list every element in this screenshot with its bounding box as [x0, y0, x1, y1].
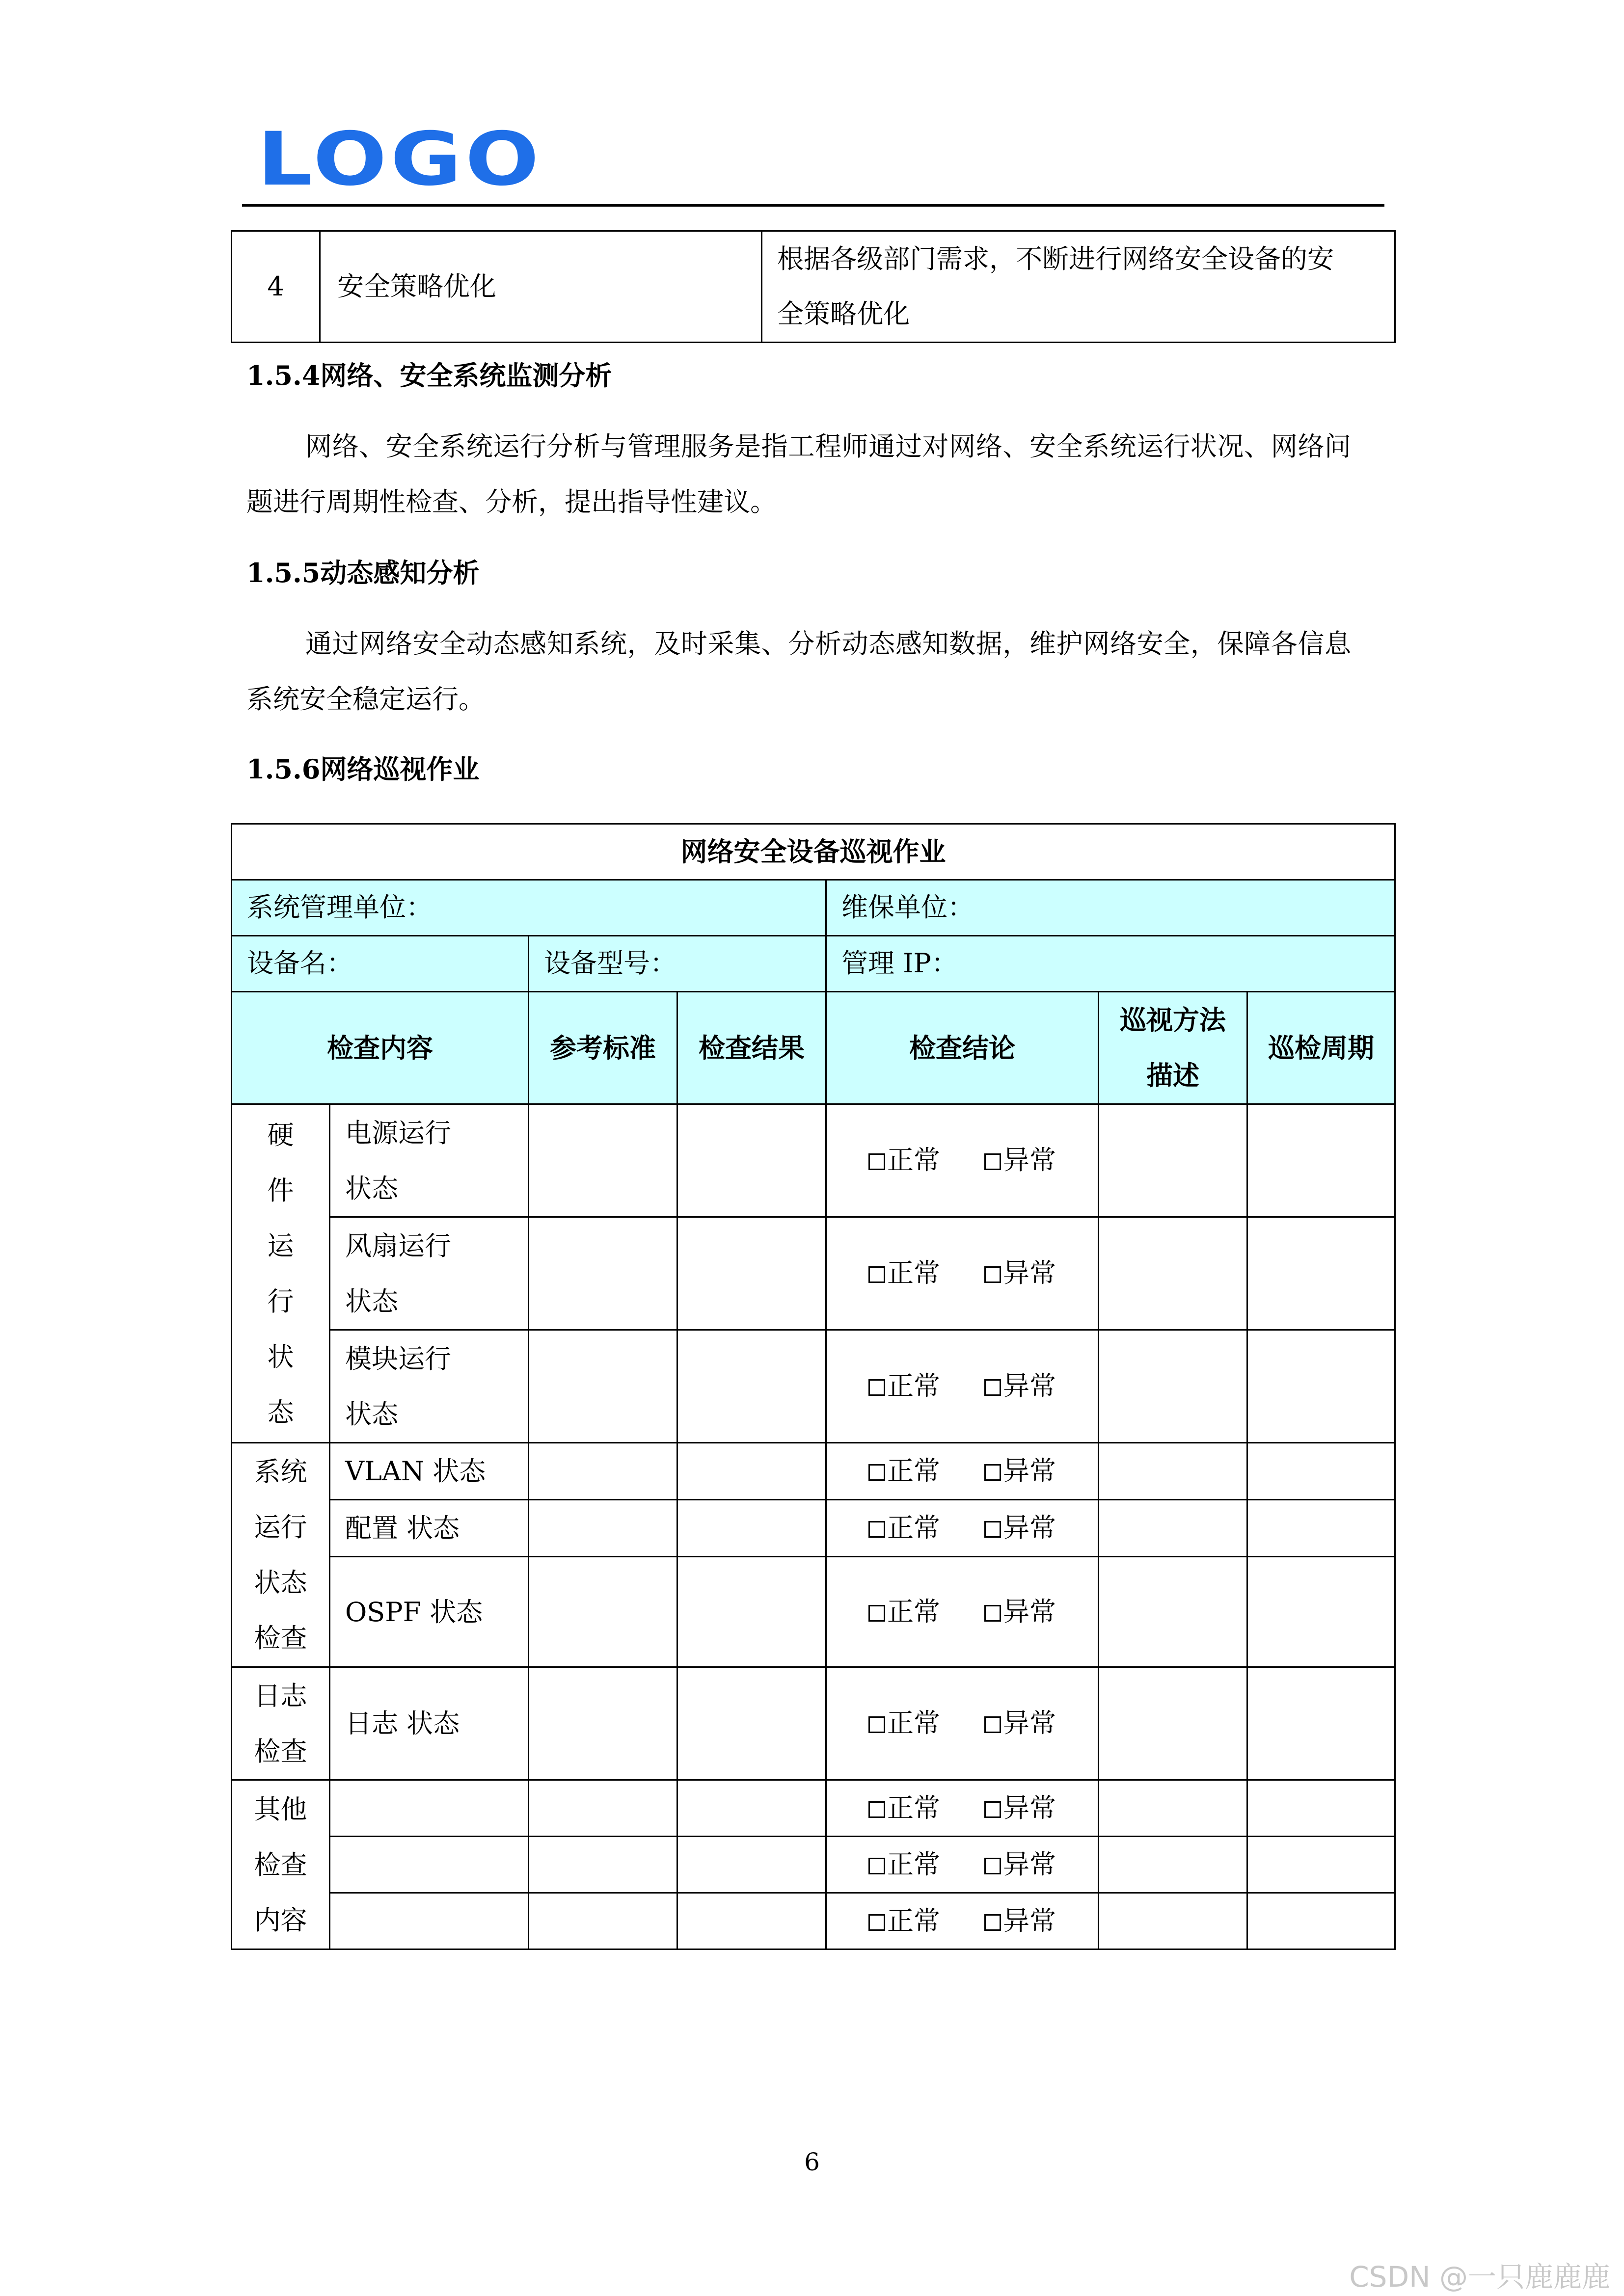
- item-power-status: 电源运行状态: [330, 1104, 529, 1217]
- table-row: [232, 1837, 1395, 1893]
- reference-cell[interactable]: [529, 1557, 677, 1667]
- result-cell[interactable]: [677, 1330, 826, 1443]
- method-cell[interactable]: [1099, 1837, 1247, 1893]
- abnormal-checkbox[interactable]: [984, 1464, 1001, 1481]
- device-name-field[interactable]: 设备名：: [232, 936, 529, 992]
- normal-checkbox[interactable]: [868, 1858, 885, 1874]
- conclusion-options[interactable]: 正常 异常: [826, 1837, 1099, 1893]
- normal-checkbox[interactable]: [868, 1153, 885, 1170]
- abnormal-checkbox[interactable]: [984, 1858, 1001, 1874]
- header-divider: [242, 204, 1384, 207]
- item-module-status: 模块运行状态: [330, 1330, 529, 1443]
- reference-cell[interactable]: [529, 1217, 677, 1330]
- method-cell[interactable]: [1099, 1104, 1247, 1217]
- conclusion-options[interactable]: 正常 异常: [826, 1893, 1099, 1949]
- table-row: [232, 1217, 1395, 1330]
- result-cell[interactable]: [677, 1500, 826, 1557]
- group-log: 日志检查: [232, 1667, 330, 1780]
- abnormal-checkbox[interactable]: [984, 1801, 1001, 1818]
- conclusion-options[interactable]: 正常 异常: [826, 1330, 1099, 1443]
- method-cell[interactable]: [1099, 1500, 1247, 1557]
- period-cell[interactable]: [1247, 1104, 1395, 1217]
- item-cell[interactable]: [330, 1780, 529, 1837]
- conclusion-options[interactable]: 正常 异常: [826, 1500, 1099, 1557]
- result-cell[interactable]: [677, 1667, 826, 1780]
- table-row: [232, 1443, 1395, 1500]
- conclusion-options[interactable]: 正常 异常: [826, 1667, 1099, 1780]
- method-cell[interactable]: [1099, 1443, 1247, 1500]
- normal-checkbox[interactable]: [868, 1379, 885, 1396]
- header-method-description: 巡视方法 描述: [1099, 992, 1247, 1104]
- table-row: [232, 1500, 1395, 1557]
- period-cell[interactable]: [1247, 1443, 1395, 1500]
- conclusion-options[interactable]: 正常 异常: [826, 1557, 1099, 1667]
- result-cell[interactable]: [677, 1443, 826, 1500]
- abnormal-checkbox[interactable]: [984, 1521, 1001, 1538]
- abnormal-checkbox[interactable]: [984, 1914, 1001, 1931]
- period-cell[interactable]: [1247, 1893, 1395, 1949]
- group-system: 系统运行状态检查: [232, 1443, 330, 1667]
- task-number: 4: [232, 231, 320, 343]
- table-row: [232, 1893, 1395, 1949]
- section-paragraph-154: 网络、安全系统运行分析与管理服务是指工程师通过对网络、安全系统运行状况、网络问题进行周期性检查、分析，提出指导性建议。: [246, 431, 1351, 517]
- method-cell[interactable]: [1099, 1780, 1247, 1837]
- normal-checkbox[interactable]: [868, 1605, 885, 1622]
- task-description: 根据各级部门需求，不断进行网络安全设备的安 全策略优化: [762, 231, 1395, 343]
- table-row: [232, 231, 1395, 343]
- company-logo: LOGO: [257, 117, 543, 202]
- section-paragraph-155: 通过网络安全动态感知系统，及时采集、分析动态感知数据，维护网络安全，保障各信息系统安全稳定运行。: [246, 628, 1351, 715]
- item-cell[interactable]: [330, 1837, 529, 1893]
- table-row: [232, 1667, 1395, 1780]
- result-cell[interactable]: [677, 1780, 826, 1837]
- abnormal-checkbox[interactable]: [984, 1605, 1001, 1622]
- result-cell[interactable]: [677, 1557, 826, 1667]
- method-cell[interactable]: [1099, 1217, 1247, 1330]
- normal-checkbox[interactable]: [868, 1266, 885, 1283]
- table-row: [232, 1557, 1395, 1667]
- item-config-status: 配置 状态: [330, 1500, 529, 1557]
- period-cell[interactable]: [1247, 1780, 1395, 1837]
- reference-cell[interactable]: [529, 1443, 677, 1500]
- method-cell[interactable]: [1099, 1893, 1247, 1949]
- table-row: [232, 1330, 1395, 1443]
- conclusion-options[interactable]: 正常 异常: [826, 1443, 1099, 1500]
- abnormal-checkbox[interactable]: [984, 1379, 1001, 1396]
- section-heading-154: 1.5.4网络、安全系统监测分析: [246, 360, 612, 391]
- header-reference-standard: 参考标准: [529, 992, 677, 1104]
- item-vlan-status: VLAN 状态: [330, 1443, 529, 1500]
- conclusion-options[interactable]: 正常 异常: [826, 1104, 1099, 1217]
- period-cell[interactable]: [1247, 1667, 1395, 1780]
- conclusion-options[interactable]: 正常 异常: [826, 1780, 1099, 1837]
- reference-cell[interactable]: [529, 1104, 677, 1217]
- abnormal-checkbox[interactable]: [984, 1153, 1001, 1170]
- table-row: [232, 1780, 1395, 1837]
- item-log-status: 日志 状态: [330, 1667, 529, 1780]
- maintenance-unit-field[interactable]: 维保单位：: [826, 880, 1395, 936]
- method-cell[interactable]: [1099, 1330, 1247, 1443]
- header-check-content: 检查内容: [232, 992, 529, 1104]
- section-heading-155: 1.5.5动态感知分析: [246, 557, 480, 588]
- header-check-conclusion: 检查结论: [826, 992, 1099, 1104]
- normal-checkbox[interactable]: [868, 1521, 885, 1538]
- item-ospf-status: OSPF 状态: [330, 1557, 529, 1667]
- page-number: 6: [804, 2148, 820, 2176]
- section-heading-156: 1.5.6网络巡视作业: [246, 753, 480, 785]
- reference-cell[interactable]: [529, 1500, 677, 1557]
- period-cell[interactable]: [1247, 1500, 1395, 1557]
- normal-checkbox[interactable]: [868, 1464, 885, 1481]
- group-other: 其他检查内容: [232, 1780, 330, 1949]
- method-cell[interactable]: [1099, 1667, 1247, 1780]
- form-title: 网络安全设备巡视作业: [232, 824, 1395, 880]
- normal-checkbox[interactable]: [868, 1801, 885, 1818]
- result-cell[interactable]: [677, 1217, 826, 1330]
- conclusion-options[interactable]: 正常 异常: [826, 1217, 1099, 1330]
- result-cell[interactable]: [677, 1893, 826, 1949]
- header-check-result: 检查结果: [677, 992, 826, 1104]
- reference-cell[interactable]: [529, 1780, 677, 1837]
- result-cell[interactable]: [677, 1837, 826, 1893]
- reference-cell[interactable]: [529, 1837, 677, 1893]
- management-ip-field[interactable]: 管理 IP：: [826, 936, 1395, 992]
- reference-cell[interactable]: [529, 1330, 677, 1443]
- device-model-field[interactable]: 设备型号：: [529, 936, 826, 992]
- method-cell[interactable]: [1099, 1557, 1247, 1667]
- table-row: [232, 1104, 1395, 1217]
- abnormal-checkbox[interactable]: [984, 1716, 1001, 1733]
- item-fan-status: 风扇运行状态: [330, 1217, 529, 1330]
- item-cell[interactable]: [330, 1893, 529, 1949]
- period-cell[interactable]: [1247, 1330, 1395, 1443]
- reference-cell[interactable]: [529, 1667, 677, 1780]
- normal-checkbox[interactable]: [868, 1914, 885, 1931]
- period-cell[interactable]: [1247, 1217, 1395, 1330]
- result-cell[interactable]: [677, 1104, 826, 1217]
- period-cell[interactable]: [1247, 1837, 1395, 1893]
- group-hardware: 硬件运行状态: [232, 1104, 330, 1443]
- inspection-form-table: [231, 823, 1396, 1950]
- abnormal-checkbox[interactable]: [984, 1266, 1001, 1283]
- system-unit-field[interactable]: 系统管理单位：: [232, 880, 826, 936]
- csdn-watermark: CSDN @一只鹿鹿鹿: [1349, 2260, 1610, 2294]
- period-cell[interactable]: [1247, 1557, 1395, 1667]
- header-inspection-period: 巡检周期: [1247, 992, 1395, 1104]
- normal-checkbox[interactable]: [868, 1716, 885, 1733]
- task-name: 安全策略优化: [320, 231, 762, 343]
- task-table: [231, 230, 1396, 343]
- reference-cell[interactable]: [529, 1893, 677, 1949]
